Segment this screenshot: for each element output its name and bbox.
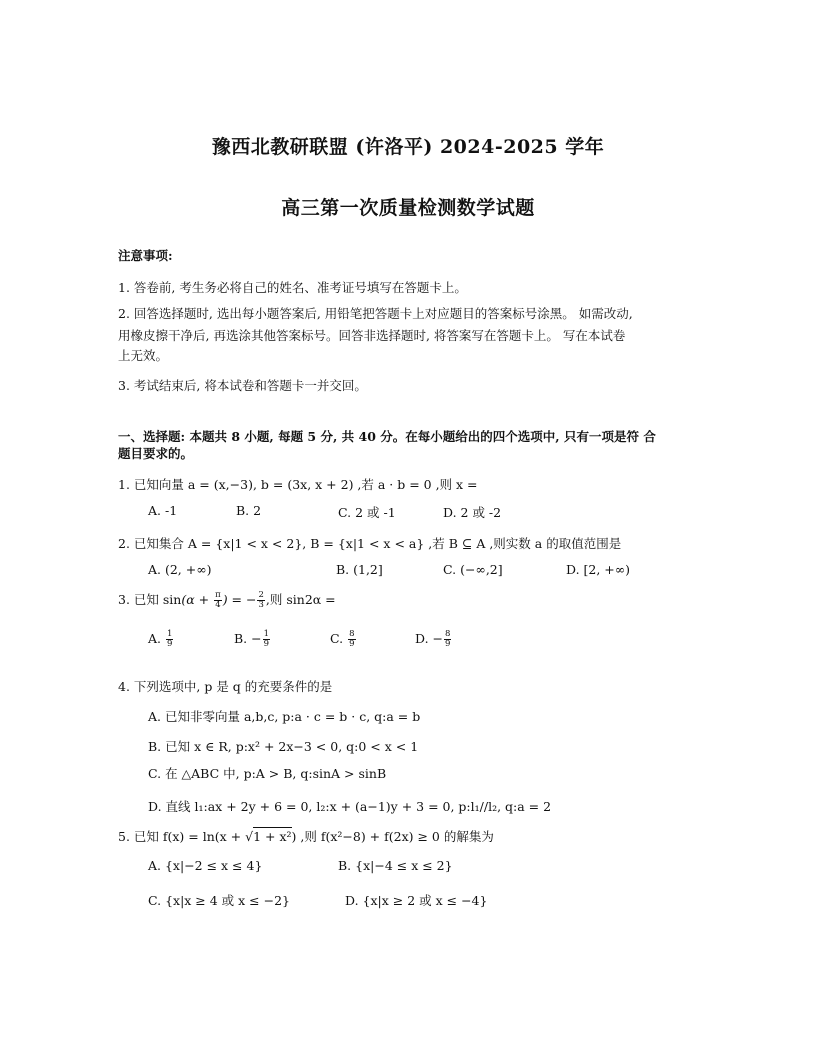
question-1-option-d: D. 2 或 -2 <box>443 505 502 520</box>
question-2-option-b: B. (1,2] <box>336 562 383 577</box>
question-3-stem <box>118 590 336 610</box>
question-5-option-c: C. {x|x ≥ 4 或 x ≤ −2} <box>148 893 290 908</box>
question-4-stem: 4. 下列选项中, p 是 q 的充要条件的是 <box>118 679 333 694</box>
question-2-stem: 2. 已知集合 A = {x|1 < x < 2}, B = {x|1 < x < a} ,若 B ⊆ A ,则实数 a 的取值范围是 <box>118 536 622 551</box>
sqrt-sign: √ <box>245 829 254 844</box>
open-paren: (α + <box>181 592 210 607</box>
question-4-option-d: D. 直线 l₁:ax + 2y + 6 = 0, l₂:x + (a−1)y + 3 = 0, p:l₁//l₂, q:a = 2 <box>148 799 552 814</box>
two-thirds: $\frac{2}{3}$ <box>258 590 264 610</box>
sin-label: sin <box>162 592 182 607</box>
question-1-stem: 1. 已知向量 a = (x,−3), b = (3x, x + 2) ,若 a · b = 0 ,则 x = <box>118 477 478 492</box>
question-4-option-b: B. 已知 x ∈ R, p:x² + 2x−3 < 0, q:0 < x < 1 <box>148 739 419 754</box>
exam-title-line2: 高三第一次质量检测数学试题 <box>281 197 535 219</box>
sqrt-radicand: 1 + x² <box>253 829 292 844</box>
question-3-option-c: C. $\frac{8}{9}$ <box>330 629 355 649</box>
question-5-stem: 5. 已知 f(x) = ln(x + √1 + x²) ,则 f(x²−8) + f(2x) ≥ 0 的解集为 <box>118 829 494 844</box>
question-4-option-c: C. 在 △ABC 中, p:A > B, q:sinA > sinB <box>148 766 387 781</box>
question-3-prefix: 3. 已知 <box>118 592 159 607</box>
note-3: 3. 考试结束后, 将本试卷和答题卡一并交回。 <box>118 378 367 393</box>
notes-heading: 注意事项: <box>118 248 173 263</box>
question-3-option-a: A. $\frac{1}{9}$ <box>148 629 173 649</box>
question-3-option-d: D. − $\frac{8}{9}$ <box>415 629 451 649</box>
question-1-option-c: C. 2 或 -1 <box>338 505 396 520</box>
question-1-option-b: B. 2 <box>236 503 262 518</box>
question-5-option-b: B. {x|−4 ≤ x ≤ 2} <box>338 858 453 873</box>
question-2-option-d: D. [2, +∞) <box>566 562 631 577</box>
section-heading-line2: 题目要求的。 <box>118 446 194 461</box>
exam-title-line1: 豫西北教研联盟 (许洛平) 2024-2025 学年 <box>211 136 605 158</box>
question-1-option-a: A. -1 <box>148 503 178 518</box>
pi-over-four: $\frac{\pi}{4}$ <box>215 590 221 610</box>
section-heading-line1: 一、选择题: 本题共 8 小题, 每题 5 分, 共 40 分。在每小题给出的四个选项中, 只有一项是符 合 <box>118 429 656 444</box>
question-5-option-d: D. {x|x ≥ 2 或 x ≤ −4} <box>345 893 488 908</box>
note-2-line1: 2. 回答选择题时, 选出每小题答案后, 用铅笔把答题卡上对应题目的答案标号涂黑。 如需改动, <box>118 306 633 321</box>
question-3-option-b: B. − $\frac{1}{9}$ <box>234 629 270 649</box>
question-3-tail: ,则 sin2α = <box>265 592 336 607</box>
note-2-line3: 上无效。 <box>118 348 169 363</box>
question-5-option-a: A. {x|−2 ≤ x ≤ 4} <box>148 858 263 873</box>
close-paren: ) = − <box>222 592 257 607</box>
question-4-option-a: A. 已知非零向量 a,b,c, p:a · c = b · c, q:a = b <box>148 709 421 724</box>
question-2-option-a: A. (2, +∞) <box>148 562 212 577</box>
note-1: 1. 答卷前, 考生务必将自己的姓名、准考证号填写在答题卡上。 <box>118 280 467 295</box>
question-2-option-c: C. (−∞,2] <box>443 562 503 577</box>
note-2-line2: 用橡皮擦干净后, 再选涂其他答案标号。回答非选择题时, 将答案写在答题卡上。 写在本试卷 <box>118 328 626 343</box>
